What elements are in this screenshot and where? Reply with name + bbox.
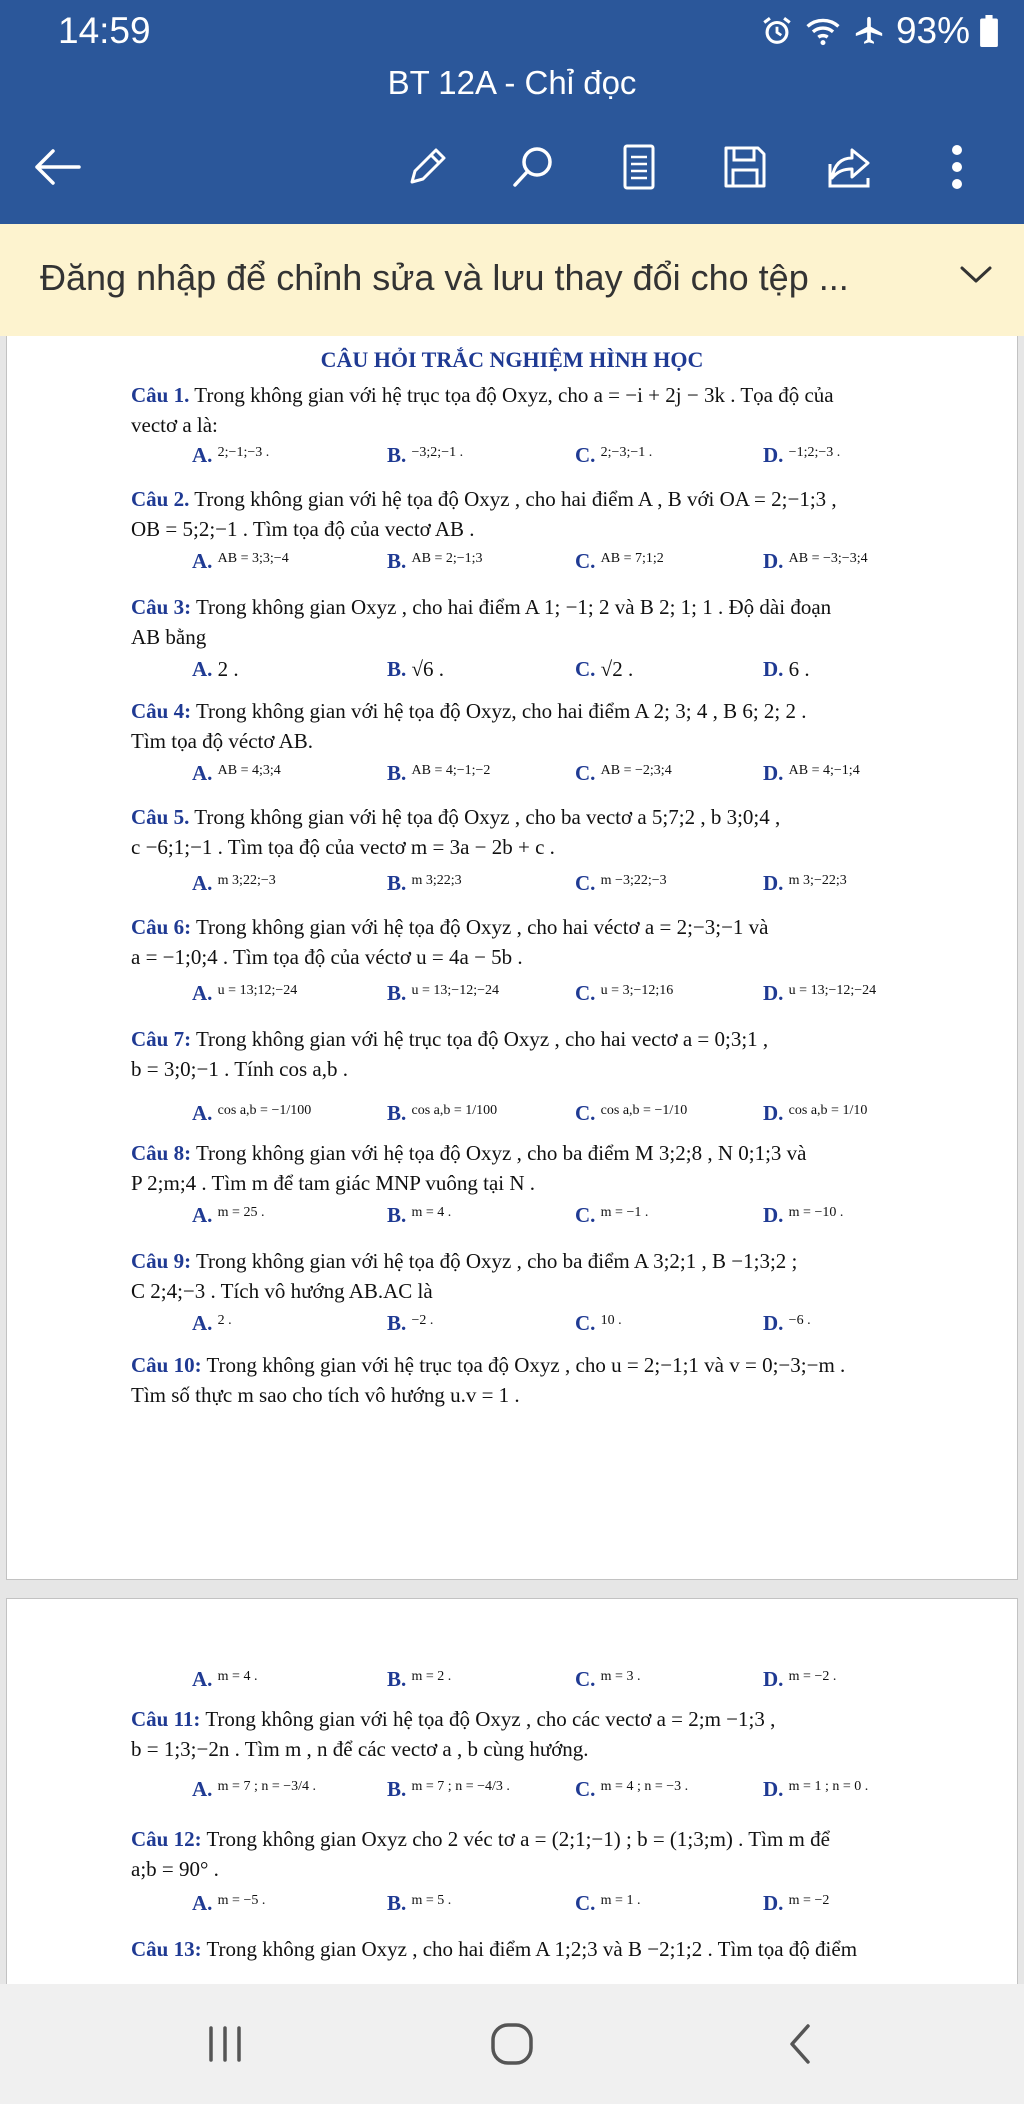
option-label: D.: [763, 1891, 784, 1915]
option-value: 2;−1;−3 .: [217, 445, 270, 460]
option-d: [763, 657, 810, 682]
edit-button[interactable]: [400, 140, 454, 194]
question-text: Trong không gian với hệ tọa độ Oxyz , cho hai điểm A , B với OA = 2;−1;3 ,: [194, 487, 837, 511]
option-b: [387, 761, 490, 786]
document-page-2: [6, 1598, 1018, 1984]
option-value: −1;2;−3 .: [788, 445, 841, 460]
option-label: A.: [192, 1667, 213, 1691]
question-3: [131, 595, 831, 620]
wifi-icon: [804, 14, 842, 48]
option-label: B.: [387, 761, 407, 785]
option-label: C.: [575, 1777, 596, 1801]
option-value: AB = −3;−3;4: [788, 551, 868, 566]
recent-apps-button[interactable]: [190, 2012, 260, 2076]
question-number: Câu 10:: [131, 1353, 202, 1377]
question-number: Câu 1.: [131, 383, 190, 407]
question-text-cont: Tìm số thực m sao cho tích vô hướng u.v = 1 .: [131, 1383, 520, 1407]
reading-view-icon: [621, 143, 657, 191]
option-value: 10 .: [600, 1313, 622, 1328]
option-label: D.: [763, 1667, 784, 1691]
question-text: Trong không gian với hệ trục tọa độ Oxyz , cho u = 2;−1;1 và v = 0;−3;−m .: [206, 1353, 846, 1377]
option-value: u = 13;12;−24: [217, 983, 298, 998]
home-icon: [489, 2021, 535, 2067]
question-1: [131, 383, 834, 408]
option-c: [575, 761, 672, 786]
back-button[interactable]: [30, 140, 84, 194]
option-c: [575, 443, 652, 468]
option-label: A.: [192, 443, 213, 467]
option-c: [575, 1777, 688, 1802]
option-a: [192, 549, 289, 574]
option-label: A.: [192, 761, 213, 785]
option-value: m = 2 .: [411, 1669, 452, 1684]
more-icon: [950, 144, 964, 190]
question-text-cont: AB bằng: [131, 625, 207, 649]
option-b: [387, 1667, 451, 1692]
option-label: C.: [575, 981, 596, 1005]
option-label: B.: [387, 1891, 407, 1915]
option-value: m = 4 ; n = −3 .: [600, 1779, 689, 1794]
question-text-cont: C 2;4;−3 . Tích vô hướng AB.AC là: [131, 1279, 433, 1303]
option-value: m 3;22;3: [411, 873, 462, 888]
option-a: [192, 981, 297, 1006]
option-label: B.: [387, 1101, 407, 1125]
question-6: [131, 915, 769, 940]
option-value: 2 .: [217, 657, 239, 681]
question-text-cont: a;b = 90° .: [131, 1857, 219, 1881]
option-label: C.: [575, 1891, 596, 1915]
option-value: m = 7 ; n = −3/4 .: [217, 1779, 317, 1794]
option-label: C.: [575, 1311, 596, 1335]
option-value: u = 13;−12;−24: [788, 983, 877, 998]
signin-banner-text: Đăng nhập để chỉnh sửa và lưu thay đổi cho tệp ...: [40, 257, 849, 298]
option-a: [192, 871, 276, 896]
option-a: [192, 1667, 257, 1692]
document-page-1: [6, 336, 1018, 1580]
option-value: 2;−3;−1 .: [600, 445, 653, 460]
option-label: B.: [387, 1311, 407, 1335]
document-title: BT 12A - Chỉ đọc: [387, 64, 637, 101]
recent-apps-icon: [203, 2024, 247, 2064]
option-label: B.: [387, 549, 407, 573]
reading-view-button[interactable]: [612, 140, 666, 194]
option-d: [763, 761, 860, 786]
option-c: [575, 1667, 640, 1692]
back-arrow-icon: [33, 147, 81, 187]
search-icon: [509, 143, 557, 191]
option-d: [763, 1101, 867, 1126]
expand-banner-button[interactable]: [958, 262, 994, 291]
option-label: D.: [763, 657, 784, 681]
option-d: [763, 1777, 868, 1802]
option-b: [387, 657, 444, 682]
question-text: Trong không gian với hệ tọa độ Oxyz , cho ba điểm M 3;2;8 , N 0;1;3 và: [195, 1141, 807, 1165]
option-label: A.: [192, 981, 213, 1005]
option-d: [763, 549, 868, 574]
question-text: Trong không gian với hệ trục tọa độ Oxyz, cho a = −i + 2j − 3k . Tọa độ của: [194, 383, 834, 407]
question-number: Câu 8:: [131, 1141, 192, 1165]
option-value: AB = 4;3;4: [217, 763, 281, 778]
question-10: [131, 1353, 845, 1378]
save-button[interactable]: [718, 140, 772, 194]
question-text-cont: OB = 5;2;−1 . Tìm tọa độ của vectơ AB .: [131, 517, 475, 541]
question-number: Câu 13:: [131, 1937, 202, 1961]
option-b: [387, 1777, 510, 1802]
option-c: [575, 871, 667, 896]
option-label: C.: [575, 657, 596, 681]
system-nav-bar: [0, 1984, 1024, 2104]
document-view[interactable]: [0, 336, 1024, 1984]
question-text: Trong không gian với hệ tọa độ Oxyz , cho hai véctơ a = 2;−3;−1 và: [195, 915, 769, 939]
option-b: [387, 1101, 497, 1126]
option-label: C.: [575, 443, 596, 467]
save-icon: [722, 144, 768, 190]
question-number: Câu 12:: [131, 1827, 202, 1851]
option-c: [575, 1101, 687, 1126]
battery-percent: 93%: [895, 10, 970, 51]
option-value: cos a,b = −1/10: [600, 1103, 688, 1118]
option-a: [192, 1777, 316, 1802]
option-a: [192, 761, 281, 786]
option-label: B.: [387, 981, 407, 1005]
status-time: 14:59: [58, 10, 151, 51]
option-value: cos a,b = 1/100: [411, 1103, 498, 1118]
option-label: C.: [575, 761, 596, 785]
question-8: [131, 1141, 807, 1166]
option-value: AB = 3;3;−4: [217, 551, 289, 566]
nav-back-button[interactable]: [765, 2012, 835, 2076]
nav-back-icon: [784, 2022, 816, 2066]
option-b: [387, 981, 499, 1006]
option-a: [192, 1891, 265, 1916]
question-7: [131, 1027, 768, 1052]
question-text: Trong không gian với hệ tọa độ Oxyz , cho ba vectơ a 5;7;2 , b 3;0;4 ,: [194, 805, 781, 829]
option-value: m = 1 .: [600, 1893, 641, 1908]
battery-icon: [980, 15, 998, 47]
option-value: m = 3 .: [600, 1669, 641, 1684]
question-9: [131, 1249, 797, 1274]
option-value: AB = −2;3;4: [600, 763, 672, 778]
question-number: Câu 5.: [131, 805, 190, 829]
option-label: A.: [192, 1311, 213, 1335]
option-label: A.: [192, 1203, 213, 1227]
option-d: [763, 871, 847, 896]
question-number: Câu 6:: [131, 915, 192, 939]
question-number: Câu 9:: [131, 1249, 192, 1273]
doc-heading: CÂU HỎI TRẮC NGHIỆM HÌNH HỌC: [320, 347, 704, 372]
option-value: 2 .: [217, 1313, 232, 1328]
option-c: [575, 657, 633, 682]
option-value: m = −2 .: [788, 1669, 837, 1684]
option-a: [192, 657, 239, 682]
option-value: m = 1 ; n = 0 .: [788, 1779, 869, 1794]
option-c: [575, 1891, 640, 1916]
question-13: [131, 1937, 857, 1962]
option-label: A.: [192, 1777, 213, 1801]
option-b: [387, 549, 483, 574]
option-label: C.: [575, 1101, 596, 1125]
option-value: u = 3;−12;16: [600, 983, 674, 998]
option-value: −3;2;−1 .: [411, 445, 464, 460]
option-c: [575, 1311, 622, 1336]
question-text-cont: Tìm tọa độ véctơ AB.: [131, 729, 313, 753]
option-label: D.: [763, 1777, 784, 1801]
option-value: −2 .: [411, 1313, 434, 1328]
option-value: √2 .: [600, 657, 634, 681]
option-a: [192, 443, 269, 468]
option-value: m = −1 .: [600, 1205, 649, 1220]
option-label: A.: [192, 549, 213, 573]
option-d: [763, 1203, 843, 1228]
option-c: [575, 549, 664, 574]
app-header: [0, 0, 1024, 224]
question-text-cont: vectơ a là:: [131, 413, 218, 437]
option-c: [575, 1203, 648, 1228]
option-value: m = −10 .: [788, 1205, 844, 1220]
question-text-cont: b = 3;0;−1 . Tính cos a,b .: [131, 1057, 348, 1081]
option-label: B.: [387, 443, 407, 467]
option-value: AB = 7;1;2: [600, 551, 664, 566]
question-text: Trong không gian Oxyz , cho hai điểm A 1;2;3 và B −2;1;2 . Tìm tọa độ điểm: [206, 1937, 858, 1961]
option-label: C.: [575, 1203, 596, 1227]
option-value: AB = 4;−1;−2: [411, 763, 491, 778]
question-number: Câu 3:: [131, 595, 192, 619]
option-b: [387, 443, 463, 468]
question-11: [131, 1707, 775, 1732]
alarm-icon: [760, 14, 794, 48]
question-text: Trong không gian với hệ tọa độ Oxyz , cho các vectơ a = 2;m −1;3 ,: [205, 1707, 776, 1731]
search-button[interactable]: [506, 140, 560, 194]
option-d: [763, 1311, 811, 1336]
home-button[interactable]: [475, 2012, 549, 2076]
option-d: [763, 981, 876, 1006]
option-label: D.: [763, 1101, 784, 1125]
option-label: A.: [192, 657, 213, 681]
option-label: B.: [387, 1203, 407, 1227]
option-label: B.: [387, 871, 407, 895]
option-label: D.: [763, 443, 784, 467]
option-value: m = 4 .: [217, 1669, 258, 1684]
option-b: [387, 1891, 451, 1916]
more-options-button[interactable]: [930, 140, 984, 194]
question-number: Câu 11:: [131, 1707, 201, 1731]
option-value: m 3;22;−3: [217, 873, 276, 888]
option-value: m −3;22;−3: [600, 873, 667, 888]
option-a: [192, 1203, 264, 1228]
option-value: m = 7 ; n = −4/3 .: [411, 1779, 510, 1794]
question-text-cont: a = −1;0;4 . Tìm tọa độ của véctơ u = 4a − 5b .: [131, 945, 523, 969]
status-icons: [760, 10, 998, 52]
option-d: [763, 1667, 836, 1692]
option-value: m = −5 .: [217, 1893, 266, 1908]
question-2: [131, 487, 837, 512]
question-number: Câu 4:: [131, 699, 192, 723]
option-d: [763, 1891, 829, 1916]
question-text-cont: P 2;m;4 . Tìm m để tam giác MNP vuông tại N .: [131, 1171, 536, 1195]
option-label: C.: [575, 549, 596, 573]
option-value: AB = 4;−1;4: [788, 763, 860, 778]
option-value: m = 5 .: [411, 1893, 452, 1908]
question-text: Trong không gian Oxyz cho 2 véc tơ a = (2;1;−1) ; b = (1;3;m) . Tìm m để: [206, 1827, 830, 1851]
signin-banner[interactable]: [0, 224, 1024, 336]
question-number: Câu 7:: [131, 1027, 192, 1051]
share-button[interactable]: [824, 140, 878, 194]
option-b: [387, 871, 462, 896]
question-text: Trong không gian với hệ tọa độ Oxyz , cho ba điểm A 3;2;1 , B −1;3;2 ;: [195, 1249, 798, 1273]
option-value: m = −2: [788, 1893, 830, 1908]
option-value: 6 .: [788, 657, 810, 681]
option-a: [192, 1311, 232, 1336]
option-label: B.: [387, 657, 407, 681]
chevron-down-icon: [958, 262, 994, 286]
option-label: D.: [763, 981, 784, 1005]
option-value: √6 .: [411, 657, 445, 681]
option-value: u = 13;−12;−24: [411, 983, 499, 998]
option-label: C.: [575, 1667, 596, 1691]
question-text: Trong không gian Oxyz , cho hai điểm A 1; −1; 2 và B 2; 1; 1 . Độ dài đoạn: [195, 595, 832, 619]
question-text-cont: c −6;1;−1 . Tìm tọa độ của vectơ m = 3a − 2b + c .: [131, 835, 555, 859]
option-value: AB = 2;−1;3: [411, 551, 483, 566]
option-label: D.: [763, 761, 784, 785]
question-text: Trong không gian với hệ trục tọa độ Oxyz , cho hai vectơ a = 0;3;1 ,: [195, 1027, 769, 1051]
option-label: B.: [387, 1777, 407, 1801]
question-text: Trong không gian với hệ tọa độ Oxyz, cho hai điểm A 2; 3; 4 , B 6; 2; 2 .: [195, 699, 807, 723]
share-icon: [826, 144, 876, 190]
option-b: [387, 1311, 433, 1336]
option-value: m = 25 .: [217, 1205, 265, 1220]
option-label: A.: [192, 1891, 213, 1915]
option-value: m 3;−22;3: [788, 873, 847, 888]
question-number: Câu 2.: [131, 487, 190, 511]
option-a: [192, 1101, 311, 1126]
option-label: D.: [763, 1203, 784, 1227]
question-5: [131, 805, 780, 830]
airplane-icon: [852, 14, 886, 48]
option-label: B.: [387, 1667, 407, 1691]
option-value: cos a,b = 1/10: [788, 1103, 868, 1118]
option-value: m = 4 .: [411, 1205, 452, 1220]
option-value: cos a,b = −1/100: [217, 1103, 312, 1118]
option-c: [575, 981, 673, 1006]
option-value: −6 .: [788, 1313, 811, 1328]
pencil-icon: [404, 144, 450, 190]
question-text-cont: b = 1;3;−2n . Tìm m , n để các vectơ a , b cùng hướng.: [131, 1737, 589, 1761]
option-label: D.: [763, 549, 784, 573]
option-label: D.: [763, 871, 784, 895]
option-label: A.: [192, 1101, 213, 1125]
option-d: [763, 443, 840, 468]
question-12: [131, 1827, 830, 1852]
option-label: D.: [763, 1311, 784, 1335]
option-b: [387, 1203, 451, 1228]
option-label: A.: [192, 871, 213, 895]
question-4: [131, 699, 807, 724]
option-label: C.: [575, 871, 596, 895]
